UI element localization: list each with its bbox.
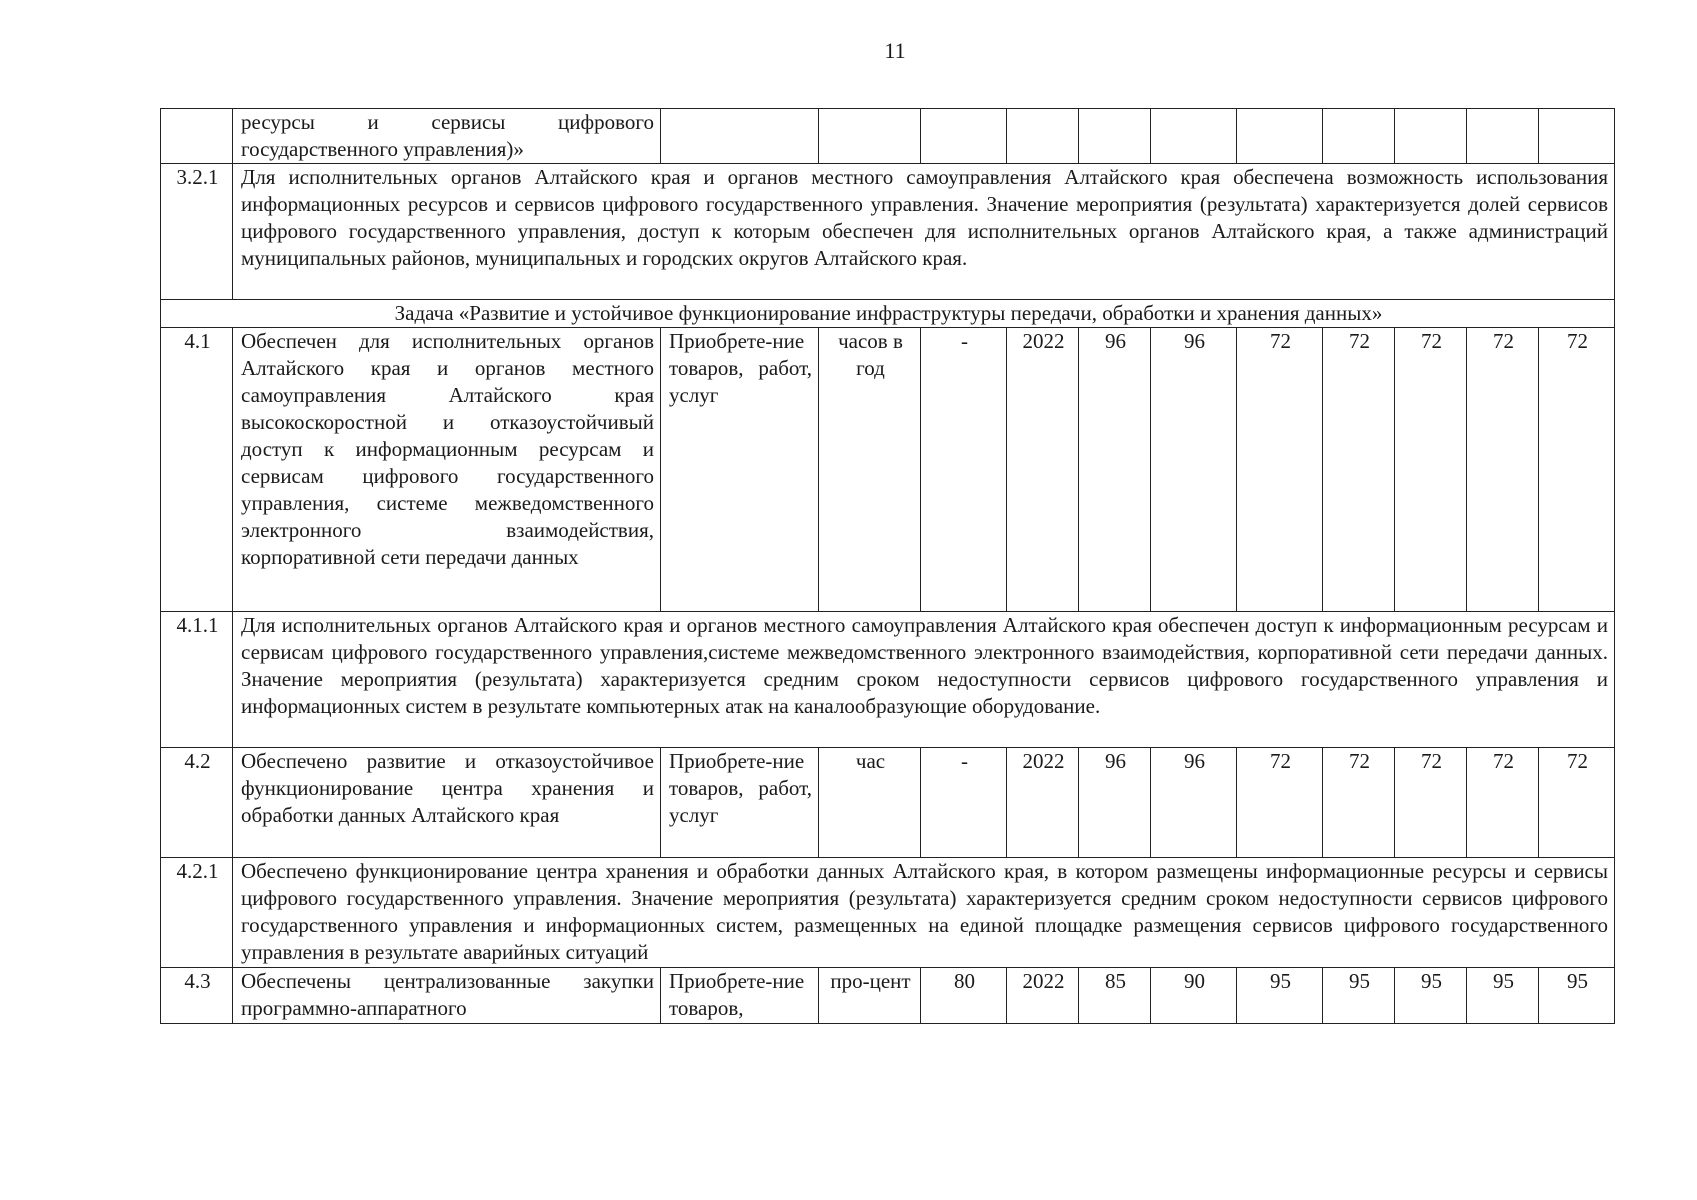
row-number: 4.2 — [161, 748, 233, 858]
value-cell: 95 — [1467, 968, 1539, 1024]
base-value: - — [921, 328, 1007, 612]
value-cell: 95 — [1539, 968, 1615, 1024]
result-description: Для исполнительных органов Алтайского края и органов местного самоуправления Алтайского края обеспечен доступ к информационным ресурсам и сервисам цифрового государственного управления,системе межведомственного электронного взаимодействия, корпоративной сети передачи данных. Значение мероприятия (результата) характеризуется средним сроком недоступности сервисов цифрового государственного управления и информационных систем в результате компьютерных атак на каналообразующие оборудование. — [233, 612, 1615, 748]
value-cell: 96 — [1151, 748, 1237, 858]
value-cell: 72 — [1467, 748, 1539, 858]
value-cell: 72 — [1395, 748, 1467, 858]
table-row — [161, 164, 1615, 300]
value-cell — [1323, 109, 1395, 164]
table-row — [161, 612, 1615, 748]
row-number: 3.2.1 — [161, 164, 233, 300]
unit: про-цент — [819, 968, 921, 1024]
unit: часов в год — [819, 328, 921, 612]
row-number: 4.3 — [161, 968, 233, 1024]
row-number: 4.1 — [161, 328, 233, 612]
value-cell: 95 — [1323, 968, 1395, 1024]
result-description: Для исполнительных органов Алтайского края и органов местного самоуправления Алтайского края обеспечена возможность использования информационных ресурсов и сервисов цифрового государственного управления. Значение мероприятия (результата) характеризуется долей сервисов цифрового государственного управления, доступ к которым обеспечен для исполнительных органов Алтайского края, а также администраций муниципальных районов, муниципальных и городских округов Алтайского края. — [233, 164, 1615, 300]
measure-type: Приобрете-ние товаров, работ, услуг — [661, 748, 819, 858]
base-year: 2022 — [1007, 968, 1079, 1024]
row-number: 4.1.1 — [161, 612, 233, 748]
value-cell: 72 — [1237, 748, 1323, 858]
unit: час — [819, 748, 921, 858]
value-cell: 72 — [1467, 328, 1539, 612]
table-row — [161, 748, 1615, 858]
row-number: 4.2.1 — [161, 858, 233, 968]
table-row — [161, 300, 1615, 328]
measure-name: Обеспечено развитие и отказоустойчивое функционирование центра хранения и обработки данных Алтайского края — [233, 748, 661, 858]
base-value — [921, 109, 1007, 164]
value-cell: 72 — [1323, 748, 1395, 858]
value-cell: 95 — [1395, 968, 1467, 1024]
measure-type — [661, 109, 819, 164]
value-cell: 85 — [1079, 968, 1151, 1024]
value-cell: 72 — [1323, 328, 1395, 612]
measure-type: Приобрете-ние товаров, работ, услуг — [661, 328, 819, 612]
measure-type: Приобрете-ние товаров, — [661, 968, 819, 1024]
page-number: 11 — [884, 38, 906, 63]
value-cell: 90 — [1151, 968, 1237, 1024]
value-cell — [1237, 109, 1323, 164]
base-value: 80 — [921, 968, 1007, 1024]
table-row — [161, 968, 1615, 1024]
unit — [819, 109, 921, 164]
value-cell — [1467, 109, 1539, 164]
value-cell: 96 — [1079, 328, 1151, 612]
base-value: - — [921, 748, 1007, 858]
result-description: Обеспечено функционирование центра хранения и обработки данных Алтайского края, в котором размещены информационные ресурсы и сервисы цифрового государственного управления. Значение мероприятия (результата) характеризуется средним сроком недоступности сервисов цифрового государственного управления и информационных систем, размещенных на единой площадке размещения сервисов цифрового государственного управления в результате аварийных ситуаций — [233, 858, 1615, 968]
value-cell: 95 — [1237, 968, 1323, 1024]
base-year — [1007, 109, 1079, 164]
value-cell: 72 — [1395, 328, 1467, 612]
value-cell — [1151, 109, 1237, 164]
program-table — [160, 108, 1615, 1024]
measure-name: Обеспечен для исполнительных органов Алтайского края и органов местного самоуправления Алтайского края высокоскоростной и отказоустойчивый доступ к информационным ресурсам и сервисам цифрового государственного управления, системе межведомственного электронного взаимодействия, корпоративной сети передачи данных — [233, 328, 661, 612]
row-number — [161, 109, 233, 164]
value-cell: 72 — [1539, 328, 1615, 612]
task-heading: Задача «Развитие и устойчивое функционирование инфраструктуры передачи, обработки и хранения данных» — [161, 300, 1615, 328]
value-cell — [1079, 109, 1151, 164]
base-year: 2022 — [1007, 748, 1079, 858]
table-row — [161, 109, 1615, 164]
measure-name: Обеспечены централизованные закупки программно-аппаратного — [233, 968, 661, 1024]
value-cell — [1395, 109, 1467, 164]
base-year: 2022 — [1007, 328, 1079, 612]
value-cell: 72 — [1539, 748, 1615, 858]
measure-name: ресурсы и сервисы цифрового государственного управления)» — [233, 109, 661, 164]
value-cell: 72 — [1237, 328, 1323, 612]
value-cell: 96 — [1151, 328, 1237, 612]
value-cell — [1539, 109, 1615, 164]
table-row — [161, 328, 1615, 612]
table-row — [161, 858, 1615, 968]
value-cell: 96 — [1079, 748, 1151, 858]
